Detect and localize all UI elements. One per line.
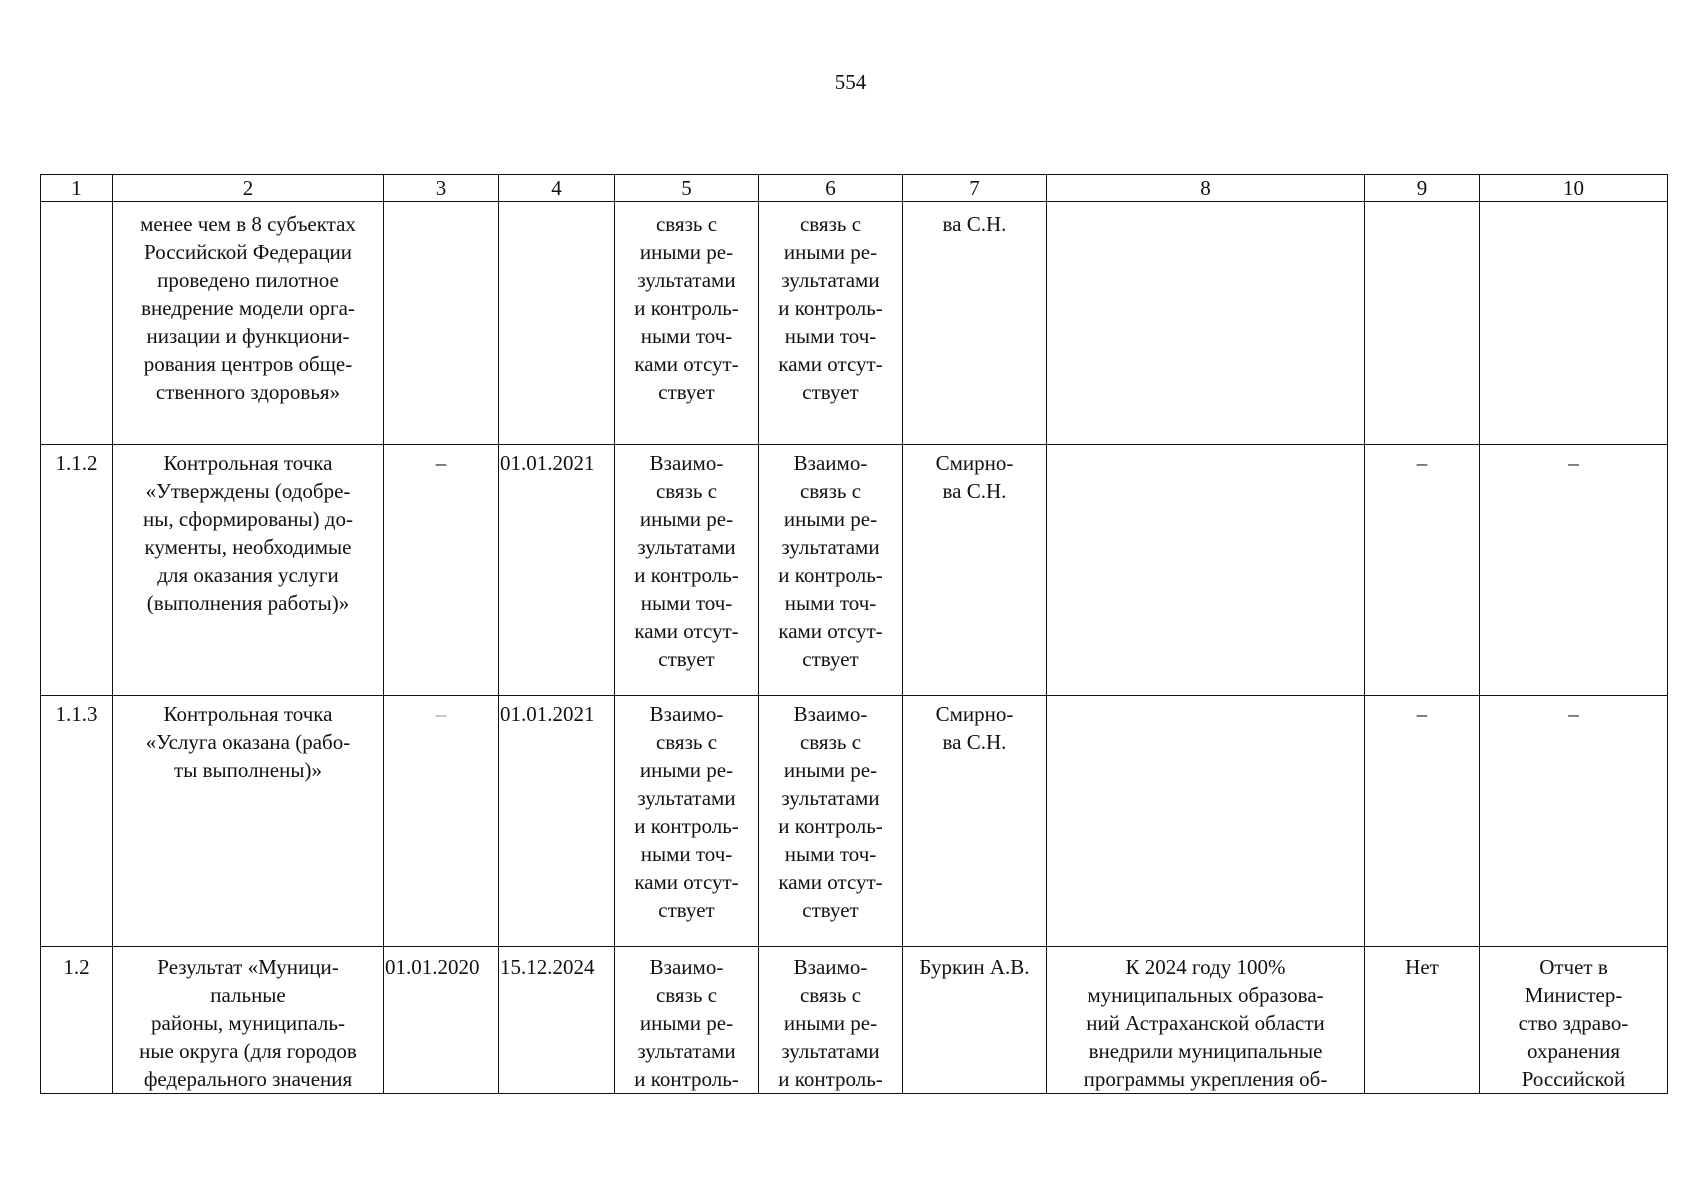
cell-predecessor: Взаимо- связь с иными ре- зультатами и контроль- ными точ- ками отсут- ствует [615, 445, 759, 696]
cell-start-date: 01.01.2020 [384, 947, 499, 1094]
cell-document: Отчет в Министер- ство здраво- охранения Российской [1480, 947, 1668, 1094]
cell-number [41, 202, 113, 445]
column-header: 7 [903, 175, 1047, 202]
table-row [41, 202, 1668, 445]
cell-start-date: – [384, 445, 499, 696]
column-header: 9 [1365, 175, 1480, 202]
column-header: 10 [1480, 175, 1668, 202]
cell-level: – [1365, 445, 1480, 696]
cell-number: 1.1.3 [41, 696, 113, 947]
column-header: 2 [113, 175, 384, 202]
table-row [41, 445, 1668, 696]
cell-successor: Взаимо- связь с иными ре- зультатами и контроль- ными точ- ками отсут- ствует [759, 696, 903, 947]
page-number: 554 [834, 70, 867, 94]
cell-document: – [1480, 445, 1668, 696]
cell-result: К 2024 году 100% муниципальных образова- ний Астраханской области внедрили муниципальные программы укрепления об- [1047, 947, 1365, 1094]
cell-name: Контрольная точка «Утверждены (одобре- ны, сформированы) до- кументы, необходимые для оказания услуги (выполнения работы)» [113, 445, 384, 696]
cell-successor: связь с иными ре- зультатами и контроль- ными точ- ками отсут- ствует [759, 202, 903, 445]
cell-result [1047, 696, 1365, 947]
column-header: 1 [41, 175, 113, 202]
cell-responsible: Смирно- ва С.Н. [903, 696, 1047, 947]
table-row [41, 947, 1668, 1094]
cell-end-date: 15.12.2024 [499, 947, 615, 1094]
cell-name: Контрольная точка «Услуга оказана (рабо- ты выполнены)» [113, 696, 384, 947]
cell-start-date: – [384, 696, 499, 947]
cell-predecessor: Взаимо- связь с иными ре- зультатами и контроль- ными точ- ками отсут- ствует [615, 696, 759, 947]
cell-result [1047, 445, 1365, 696]
cell-responsible: ва С.Н. [903, 202, 1047, 445]
cell-end-date [499, 202, 615, 445]
cell-result [1047, 202, 1365, 445]
column-header: 8 [1047, 175, 1365, 202]
cell-predecessor: связь с иными ре- зультатами и контроль- ными точ- ками отсут- ствует [615, 202, 759, 445]
column-header: 3 [384, 175, 499, 202]
cell-document: – [1480, 696, 1668, 947]
cell-end-date: 01.01.2021 [499, 445, 615, 696]
cell-successor: Взаимо- связь с иными ре- зультатами и контроль- ными точ- ками отсут- ствует [759, 445, 903, 696]
cell-level: – [1365, 696, 1480, 947]
cell-name: менее чем в 8 субъектах Российской Федерации проведено пилотное внедрение модели орга- низации и функциони- рования центров обще- ственного здоровья» [113, 202, 384, 445]
cell-responsible: Буркин А.В. [903, 947, 1047, 1094]
cell-predecessor: Взаимо- связь с иными ре- зультатами и контроль- [615, 947, 759, 1094]
cell-level [1365, 202, 1480, 445]
table-header-row [41, 175, 1668, 202]
cell-number: 1.2 [41, 947, 113, 1094]
column-header: 4 [499, 175, 615, 202]
cell-name: Результат «Муници- пальные районы, муниципаль- ные округа (для городов федерального значения [113, 947, 384, 1094]
cell-responsible: Смирно- ва С.Н. [903, 445, 1047, 696]
cell-number: 1.1.2 [41, 445, 113, 696]
cell-end-date: 01.01.2021 [499, 696, 615, 947]
plan-table [40, 174, 1668, 1094]
cell-document [1480, 202, 1668, 445]
column-header: 5 [615, 175, 759, 202]
table-row [41, 696, 1668, 947]
cell-start-date [384, 202, 499, 445]
cell-level: Нет [1365, 947, 1480, 1094]
column-header: 6 [759, 175, 903, 202]
cell-successor: Взаимо- связь с иными ре- зультатами и контроль- [759, 947, 903, 1094]
